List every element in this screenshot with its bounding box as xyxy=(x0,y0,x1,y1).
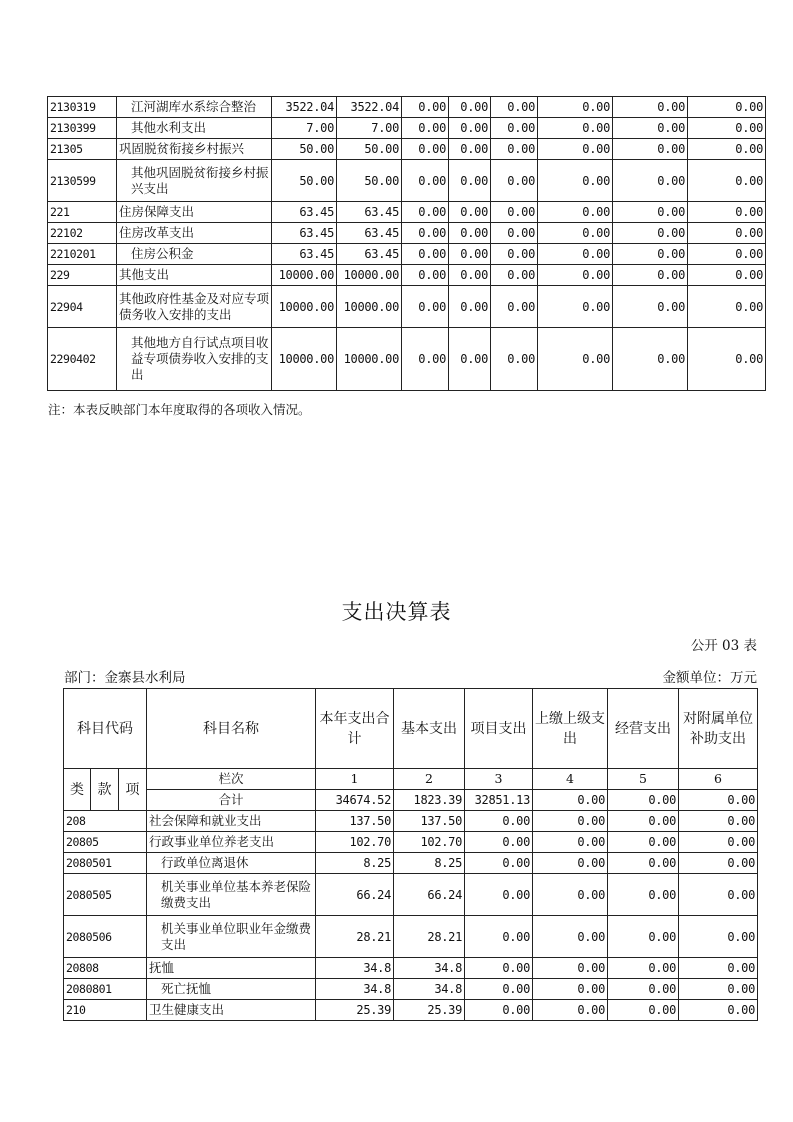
table-row xyxy=(48,118,766,139)
column-no: 6 xyxy=(679,769,758,790)
table-row xyxy=(48,244,766,265)
row-value: 7.00 xyxy=(337,118,402,139)
page-title: 支出决算表 xyxy=(341,600,452,624)
row-name: 其他政府性基金及对应专项债务收入安排的支出 xyxy=(117,286,272,328)
sum-value: 34674.52 xyxy=(316,790,394,811)
row-value: 63.45 xyxy=(272,223,337,244)
row-value: 102.70 xyxy=(394,832,465,853)
row-value: 7.00 xyxy=(272,118,337,139)
row-value: 0.00 xyxy=(688,286,766,328)
row-value: 10000.00 xyxy=(272,328,337,391)
row-value: 0.00 xyxy=(608,853,679,874)
row-value: 0.00 xyxy=(465,811,533,832)
table-row xyxy=(64,853,758,874)
row-value: 137.50 xyxy=(316,811,394,832)
row-code: 208 xyxy=(64,811,147,832)
row-value: 10000.00 xyxy=(337,286,402,328)
row-value: 66.24 xyxy=(316,874,394,916)
row-value: 0.00 xyxy=(449,97,491,118)
row-name: 其他地方自行试点项目收益专项债券收入安排的支出 xyxy=(117,328,272,391)
row-value: 0.00 xyxy=(688,223,766,244)
row-value: 0.00 xyxy=(608,874,679,916)
table-row xyxy=(48,97,766,118)
row-value: 0.00 xyxy=(613,202,688,223)
income-table-body xyxy=(48,97,766,391)
row-value: 10000.00 xyxy=(272,265,337,286)
row-value: 0.00 xyxy=(613,265,688,286)
row-value: 10000.00 xyxy=(337,265,402,286)
form-number: 公开 03 表 xyxy=(690,638,757,654)
header-basic: 基本支出 xyxy=(394,689,465,769)
header-name: 科目名称 xyxy=(147,689,316,769)
expenditure-table xyxy=(63,688,758,1021)
row-value: 66.24 xyxy=(394,874,465,916)
sum-value: 1823.39 xyxy=(394,790,465,811)
department-label: 部门：金寨县水利局 xyxy=(64,670,186,686)
row-value: 0.00 xyxy=(449,265,491,286)
table-row xyxy=(48,223,766,244)
row-value: 0.00 xyxy=(679,811,758,832)
row-value: 0.00 xyxy=(688,265,766,286)
row-name: 住房公积金 xyxy=(117,244,272,265)
row-value: 0.00 xyxy=(688,244,766,265)
row-value: 0.00 xyxy=(538,223,613,244)
row-name: 行政事业单位养老支出 xyxy=(147,832,316,853)
table-row xyxy=(64,811,758,832)
row-value: 0.00 xyxy=(613,118,688,139)
column-no: 5 xyxy=(608,769,679,790)
row-name: 住房改革支出 xyxy=(117,223,272,244)
row-code: 20805 xyxy=(64,832,147,853)
row-code: 2130599 xyxy=(48,160,117,202)
row-name: 机关事业单位基本养老保险缴费支出 xyxy=(147,874,316,916)
row-value: 0.00 xyxy=(465,958,533,979)
row-value: 0.00 xyxy=(679,853,758,874)
row-value: 137.50 xyxy=(394,811,465,832)
row-value: 0.00 xyxy=(608,979,679,1000)
sub-header-lei: 类 xyxy=(64,769,91,811)
header-project: 项目支出 xyxy=(465,689,533,769)
row-code: 2130319 xyxy=(48,97,117,118)
row-code: 22904 xyxy=(48,286,117,328)
row-value: 0.00 xyxy=(679,958,758,979)
row-value: 0.00 xyxy=(533,979,608,1000)
row-value: 34.8 xyxy=(394,979,465,1000)
header-subsidy: 对附属单位补助支出 xyxy=(679,689,758,769)
row-value: 0.00 xyxy=(538,97,613,118)
column-number-row xyxy=(64,769,758,790)
row-value: 63.45 xyxy=(272,202,337,223)
row-value: 0.00 xyxy=(449,244,491,265)
row-value: 0.00 xyxy=(533,832,608,853)
row-name: 住房保障支出 xyxy=(117,202,272,223)
table-row xyxy=(64,874,758,916)
row-value: 8.25 xyxy=(394,853,465,874)
row-value: 0.00 xyxy=(402,286,449,328)
row-value: 0.00 xyxy=(613,160,688,202)
row-value: 0.00 xyxy=(608,916,679,958)
row-value: 0.00 xyxy=(538,160,613,202)
row-value: 0.00 xyxy=(538,265,613,286)
row-value: 0.00 xyxy=(679,832,758,853)
row-value: 0.00 xyxy=(491,244,538,265)
row-value: 0.00 xyxy=(538,286,613,328)
row-value: 0.00 xyxy=(402,265,449,286)
row-name: 其他支出 xyxy=(117,265,272,286)
row-name: 江河湖库水系综合整治 xyxy=(117,97,272,118)
table-row xyxy=(64,1000,758,1021)
sum-value: 0.00 xyxy=(533,790,608,811)
row-value: 0.00 xyxy=(679,874,758,916)
row-value: 0.00 xyxy=(491,328,538,391)
column-no: 1 xyxy=(316,769,394,790)
row-name: 死亡抚恤 xyxy=(147,979,316,1000)
row-value: 0.00 xyxy=(465,874,533,916)
row-value: 50.00 xyxy=(272,160,337,202)
row-value: 0.00 xyxy=(608,1000,679,1021)
row-value: 50.00 xyxy=(272,139,337,160)
row-value: 0.00 xyxy=(538,139,613,160)
row-value: 63.45 xyxy=(337,244,402,265)
row-value: 0.00 xyxy=(402,223,449,244)
row-value: 0.00 xyxy=(402,328,449,391)
row-value: 0.00 xyxy=(491,139,538,160)
row-value: 28.21 xyxy=(394,916,465,958)
row-value: 0.00 xyxy=(402,139,449,160)
row-value: 50.00 xyxy=(337,160,402,202)
row-code: 2290402 xyxy=(48,328,117,391)
column-no: 4 xyxy=(533,769,608,790)
row-value: 50.00 xyxy=(337,139,402,160)
row-value: 0.00 xyxy=(402,244,449,265)
row-value: 10000.00 xyxy=(272,286,337,328)
sum-value: 0.00 xyxy=(608,790,679,811)
row-value: 0.00 xyxy=(491,118,538,139)
row-value: 0.00 xyxy=(688,202,766,223)
row-code: 210 xyxy=(64,1000,147,1021)
row-code: 2080501 xyxy=(64,853,147,874)
row-code: 2080506 xyxy=(64,916,147,958)
row-value: 34.8 xyxy=(316,958,394,979)
sum-label: 合计 xyxy=(147,790,316,811)
row-value: 0.00 xyxy=(491,202,538,223)
row-value: 0.00 xyxy=(613,139,688,160)
unit-label: 金额单位：万元 xyxy=(662,670,757,686)
row-value: 0.00 xyxy=(491,223,538,244)
row-name: 机关事业单位职业年金缴费支出 xyxy=(147,916,316,958)
row-value: 0.00 xyxy=(608,811,679,832)
row-code: 221 xyxy=(48,202,117,223)
header-upper: 上缴上级支出 xyxy=(533,689,608,769)
row-value: 0.00 xyxy=(402,97,449,118)
table-row xyxy=(48,265,766,286)
row-code: 21305 xyxy=(48,139,117,160)
row-name: 社会保障和就业支出 xyxy=(147,811,316,832)
header-total: 本年支出合计 xyxy=(316,689,394,769)
row-value: 0.00 xyxy=(688,118,766,139)
row-value: 34.8 xyxy=(316,979,394,1000)
row-value: 0.00 xyxy=(688,97,766,118)
row-code: 2210201 xyxy=(48,244,117,265)
expenditure-table-body xyxy=(64,689,758,1021)
row-value: 0.00 xyxy=(449,202,491,223)
row-value: 0.00 xyxy=(538,202,613,223)
row-value: 0.00 xyxy=(491,265,538,286)
row-value: 0.00 xyxy=(402,118,449,139)
table-row xyxy=(48,139,766,160)
row-value: 0.00 xyxy=(608,958,679,979)
table-row xyxy=(64,958,758,979)
row-name: 其他水利支出 xyxy=(117,118,272,139)
row-value: 0.00 xyxy=(449,223,491,244)
row-code: 2080801 xyxy=(64,979,147,1000)
row-value: 0.00 xyxy=(613,223,688,244)
table-note: 注：本表反映部门本年度取得的各项收入情况。 xyxy=(48,402,311,417)
table-row xyxy=(64,832,758,853)
header-row xyxy=(64,689,758,769)
row-value: 0.00 xyxy=(679,916,758,958)
row-code: 22102 xyxy=(48,223,117,244)
row-value: 0.00 xyxy=(533,1000,608,1021)
row-value: 0.00 xyxy=(402,160,449,202)
column-no: 3 xyxy=(465,769,533,790)
row-value: 0.00 xyxy=(491,286,538,328)
row-value: 0.00 xyxy=(679,1000,758,1021)
row-value: 0.00 xyxy=(533,916,608,958)
row-value: 0.00 xyxy=(538,328,613,391)
row-value: 3522.04 xyxy=(272,97,337,118)
header-business: 经营支出 xyxy=(608,689,679,769)
row-value: 0.00 xyxy=(613,97,688,118)
row-value: 0.00 xyxy=(538,244,613,265)
table-row xyxy=(64,979,758,1000)
row-value: 0.00 xyxy=(465,853,533,874)
table-row xyxy=(48,328,766,391)
row-code: 2080505 xyxy=(64,874,147,916)
row-value: 10000.00 xyxy=(337,328,402,391)
row-name: 其他巩固脱贫衔接乡村振兴支出 xyxy=(117,160,272,202)
sum-value: 0.00 xyxy=(679,790,758,811)
row-value: 0.00 xyxy=(449,139,491,160)
row-value: 0.00 xyxy=(465,916,533,958)
table-row xyxy=(48,202,766,223)
row-code: 229 xyxy=(48,265,117,286)
row-value: 0.00 xyxy=(449,160,491,202)
row-value: 0.00 xyxy=(533,958,608,979)
sum-value: 32851.13 xyxy=(465,790,533,811)
row-value: 0.00 xyxy=(688,139,766,160)
row-value: 0.00 xyxy=(533,811,608,832)
row-value: 0.00 xyxy=(402,202,449,223)
header-code: 科目代码 xyxy=(64,689,147,769)
row-name: 抚恤 xyxy=(147,958,316,979)
row-code: 20808 xyxy=(64,958,147,979)
row-value: 0.00 xyxy=(465,979,533,1000)
sum-row xyxy=(64,790,758,811)
table-row xyxy=(64,916,758,958)
sub-header-kuan: 款 xyxy=(91,769,119,811)
row-value: 34.8 xyxy=(394,958,465,979)
row-name: 卫生健康支出 xyxy=(147,1000,316,1021)
row-value: 0.00 xyxy=(613,328,688,391)
row-value: 0.00 xyxy=(613,244,688,265)
row-value: 102.70 xyxy=(316,832,394,853)
row-name: 巩固脱贫衔接乡村振兴 xyxy=(117,139,272,160)
column-no-label: 栏次 xyxy=(147,769,316,790)
row-value: 0.00 xyxy=(688,328,766,391)
row-name: 行政单位离退休 xyxy=(147,853,316,874)
row-value: 63.45 xyxy=(337,223,402,244)
row-value: 28.21 xyxy=(316,916,394,958)
row-value: 0.00 xyxy=(449,328,491,391)
row-value: 0.00 xyxy=(688,160,766,202)
row-code: 2130399 xyxy=(48,118,117,139)
row-value: 0.00 xyxy=(449,118,491,139)
row-value: 0.00 xyxy=(613,286,688,328)
column-no: 2 xyxy=(394,769,465,790)
row-value: 0.00 xyxy=(533,853,608,874)
row-value: 0.00 xyxy=(679,979,758,1000)
row-value: 63.45 xyxy=(272,244,337,265)
row-value: 25.39 xyxy=(394,1000,465,1021)
row-value: 0.00 xyxy=(491,97,538,118)
row-value: 0.00 xyxy=(538,118,613,139)
income-table-continuation xyxy=(47,96,766,391)
sub-header-xiang: 项 xyxy=(119,769,147,811)
row-value: 25.39 xyxy=(316,1000,394,1021)
row-value: 0.00 xyxy=(533,874,608,916)
table-row xyxy=(48,286,766,328)
table-row xyxy=(48,160,766,202)
row-value: 0.00 xyxy=(449,286,491,328)
row-value: 3522.04 xyxy=(337,97,402,118)
row-value: 63.45 xyxy=(337,202,402,223)
row-value: 0.00 xyxy=(465,1000,533,1021)
row-value: 8.25 xyxy=(316,853,394,874)
row-value: 0.00 xyxy=(465,832,533,853)
row-value: 0.00 xyxy=(491,160,538,202)
row-value: 0.00 xyxy=(608,832,679,853)
